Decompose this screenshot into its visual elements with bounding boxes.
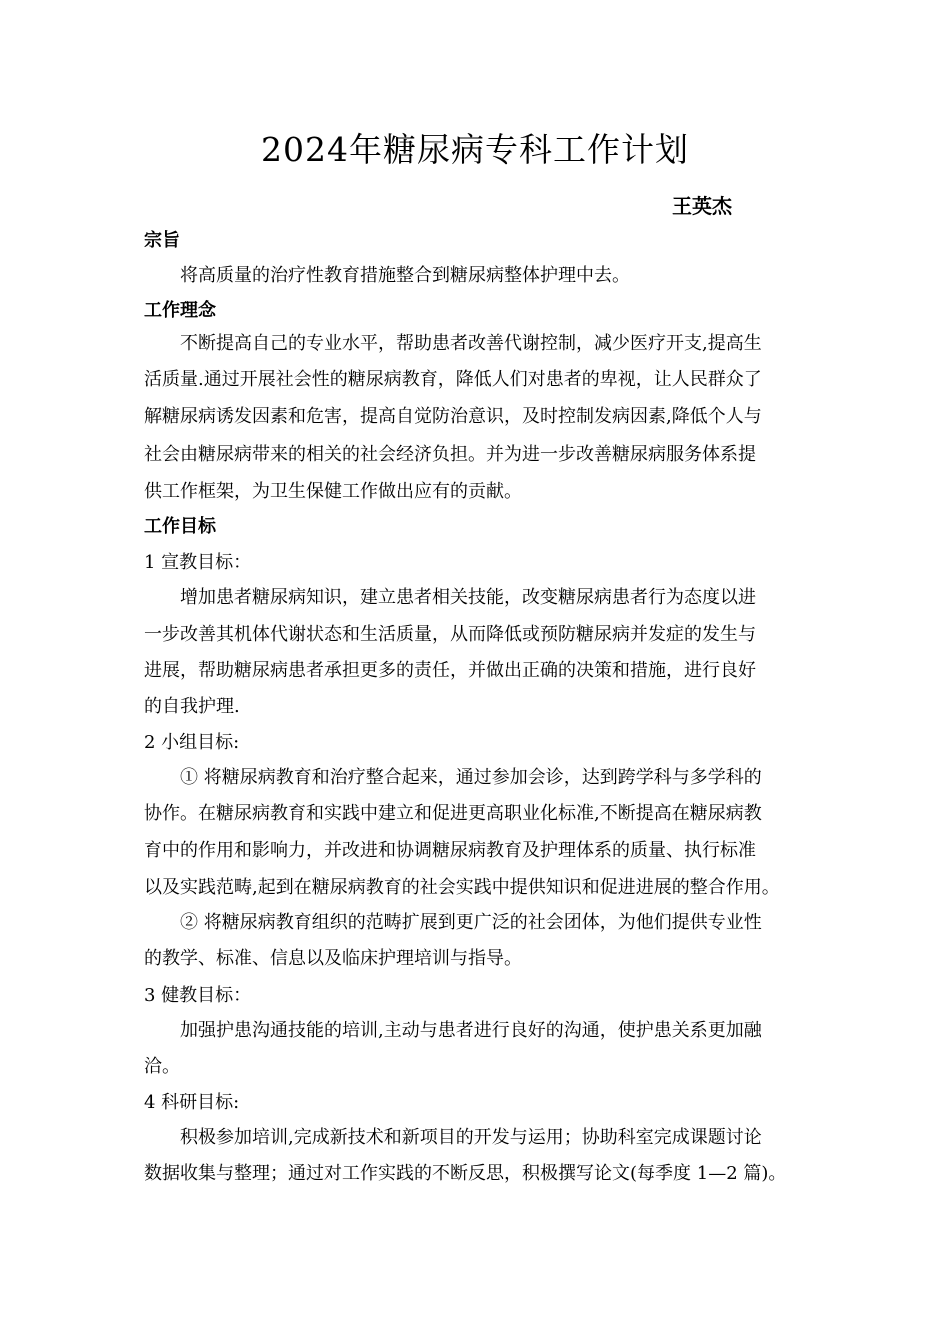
paragraph-line: 活质量.通过开展社会性的糖尿病教育，降低人们对患者的卑视，让人民群众了 — [144, 369, 762, 390]
paragraph-line: 洽。 — [144, 1056, 180, 1077]
goal-label-team: 2 小组目标: — [144, 732, 240, 753]
paragraph-line: 供工作框架，为卫生保健工作做出应有的贡献。 — [144, 481, 522, 502]
paragraph-line: 增加患者糖尿病知识，建立患者相关技能，改变糖尿病患者行为态度以进 — [180, 587, 756, 608]
goal-label-education: 1 宣教目标： — [144, 552, 252, 573]
goal-label-research: 4 科研目标: — [144, 1092, 240, 1113]
section-heading-philosophy: 工作理念 — [144, 300, 216, 321]
paragraph-line: 一步改善其机体代谢状态和生活质量，从而降低或预防糖尿病并发症的发生与 — [144, 624, 756, 645]
author-name: 王英杰 — [672, 194, 732, 218]
paragraph-line: 的教学、标准、信息以及临床护理培训与指导。 — [144, 948, 522, 969]
paragraph-line: 解糖尿病诱发因素和危害，提高自觉防治意识，及时控制发病因素,降低个人与 — [144, 406, 762, 427]
paragraph-line: ① 将糖尿病教育和治疗整合起来，通过参加会诊，达到跨学科与多学科的 — [180, 767, 762, 788]
section-heading-purpose: 宗旨 — [144, 230, 180, 251]
paragraph-line: 社会由糖尿病带来的相关的社会经济负担。并为进一步改善糖尿病服务体系提 — [144, 444, 756, 465]
document-title: 2024年糖尿病专科工作计划 — [261, 130, 689, 169]
paragraph-line: 不断提高自己的专业水平，帮助患者改善代谢控制，减少医疗开支,提高生 — [180, 333, 762, 354]
paragraph-line: 育中的作用和影响力，并改进和协调糖尿病教育及护理体系的质量、执行标准 — [144, 840, 756, 861]
paragraph-line: 协作。在糖尿病教育和实践中建立和促进更高职业化标准,不断提高在糖尿病教 — [144, 803, 762, 824]
paragraph-line: 加强护患沟通技能的培训,主动与患者进行良好的沟通，使护患关系更加融 — [180, 1020, 762, 1041]
section-heading-goals: 工作目标 — [144, 516, 216, 537]
goal-label-health-education: 3 健教目标： — [144, 985, 252, 1006]
paragraph-line: 以及实践范畴,起到在糖尿病教育的社会实践中提供知识和促进进展的整合作用。 — [144, 877, 780, 898]
paragraph-line: 数据收集与整理；通过对工作实践的不断反思，积极撰写论文(每季度 1—2 篇)。 — [144, 1163, 787, 1184]
paragraph-line: 进展，帮助糖尿病患者承担更多的责任，并做出正确的决策和措施，进行良好 — [144, 660, 756, 681]
paragraph-line: 的自我护理. — [144, 696, 240, 717]
paragraph-line: 将高质量的治疗性教育措施整合到糖尿病整体护理中去。 — [180, 265, 630, 286]
paragraph-line: ② 将糖尿病教育组织的范畴扩展到更广泛的社会团体，为他们提供专业性 — [180, 912, 762, 933]
paragraph-line: 积极参加培训,完成新技术和新项目的开发与运用；协助科室完成课题讨论 — [180, 1127, 762, 1148]
